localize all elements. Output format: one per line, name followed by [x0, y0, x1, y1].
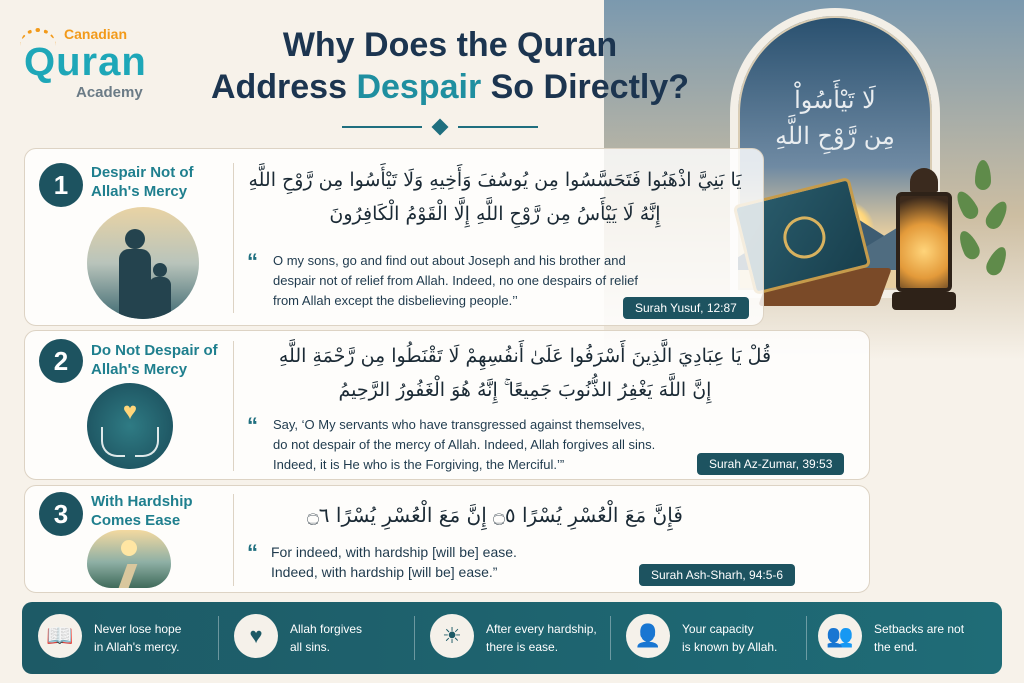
vertical-divider	[233, 341, 234, 471]
hero-arabic-line-2: مِن رَّوْحِ اللَّهِ	[775, 122, 895, 150]
takeaways-footer	[22, 602, 1002, 674]
hands-heart-icon: ♥	[87, 383, 173, 469]
quote-mark-icon: “	[247, 413, 258, 438]
takeaway-item: 👤 Your capacity is known by Allah.	[610, 602, 806, 674]
hero-arabic-line-1: لَا تَيْأَسُواْ	[794, 86, 876, 114]
takeaway-item: ☀ After every hardship, there is ease.	[414, 602, 610, 674]
quote-mark-icon: “	[247, 540, 258, 565]
title-highlight: Despair	[356, 68, 482, 106]
section-arabic-verse: قُلْ يَا عِبَادِيَ الَّذِينَ أَسْرَفُوا عَلَىٰ أَنفُسِهِمْ لَا تَقْنَطُوا مِن رَّحْمَةِ اللَّهِ إِنَّ اللَّهَ يَغْفِرُ الذُّنُوبَ جَمِيعًا ۚ إِنَّهُ هُوَ الْغَفُورُ الرَّحِيمُ	[278, 345, 772, 401]
surah-reference-badge: Surah Yusuf, 12:87	[623, 297, 749, 319]
section-translation: O my sons, go and find out about Joseph and his brother and despair not of relief from Allah. Indeed, no one despairs of relief from Allah except the disbelieving people.’’	[273, 253, 638, 308]
takeaway-item: 📖 Never lose hope in Allah's mercy.	[22, 602, 218, 674]
section-number-badge: 2	[39, 339, 83, 383]
section-title: Despair Not of Allah's Mercy	[91, 164, 194, 200]
section-arabic-verse: يَا بَنِيَّ اذْهَبُوا فَتَحَسَّسُوا مِن يُوسُفَ وَأَخِيهِ وَلَا تَيْأَسُوا مِن رَّوْحِ اللَّهِ إِنَّهُ لَا يَيْأَسُ مِن رَّوْحِ اللَّهِ إِلَّا الْقَوْمُ الْكَافِرُونَ	[248, 169, 742, 225]
section-card-1	[24, 148, 764, 326]
logo-academy: Academy	[76, 84, 143, 101]
title-divider	[342, 120, 542, 134]
section-card-2	[24, 330, 870, 480]
sunrise-road-illustration	[87, 530, 171, 588]
section-arabic-verse: فَإِنَّ مَعَ الْعُسْرِ يُسْرًا ۝٥ إِنَّ مَعَ الْعُسْرِ يُسْرًا ۝٦	[307, 503, 683, 527]
quote-mark-icon: “	[247, 249, 258, 274]
title-line-2: Address Despair So Directly?	[210, 68, 690, 106]
takeaway-item: 👥 Setbacks are not the end.	[806, 602, 1002, 674]
plant-leaves-icon	[955, 160, 1015, 300]
hero-arabic-text	[738, 82, 932, 154]
open-book-icon: 📖	[38, 614, 82, 658]
section-translation: Say, ‘O My servants who have transgressed against themselves, do not despair of the mercy of Allah. Indeed, Allah forgives all sins. Indeed, it is He who is the Forgiving, the Merciful.’”	[273, 417, 656, 472]
lantern-icon	[892, 168, 956, 318]
group-icon: 👥	[818, 614, 862, 658]
vertical-divider	[233, 494, 234, 586]
vertical-divider	[233, 163, 234, 313]
section-title: With Hardship Comes Ease	[91, 493, 193, 529]
page-title	[190, 24, 710, 108]
section-card-3	[24, 485, 870, 593]
section-title: Do Not Despair of Allah's Mercy	[91, 342, 218, 378]
title-line-1: Why Does the Quran	[282, 26, 618, 64]
heart-hands-icon: ♥	[234, 614, 278, 658]
sunrise-road-icon: ☀	[430, 614, 474, 658]
logo-canadian: Canadian	[64, 26, 128, 42]
section-number-badge: 3	[39, 492, 83, 536]
father-son-illustration	[87, 207, 199, 319]
section-number-badge: 1	[39, 163, 83, 207]
logo-quran: Quran	[24, 40, 147, 84]
person-icon: 👤	[626, 614, 670, 658]
section-translation: For indeed, with hardship [will be] ease. Indeed, with hardship [will be] ease.”	[271, 544, 517, 580]
surah-reference-badge: Surah Az-Zumar, 39:53	[697, 453, 844, 475]
surah-reference-badge: Surah Ash-Sharh, 94:5-6	[639, 564, 795, 586]
takeaway-item: ♥ Allah forgives all sins.	[218, 602, 414, 674]
